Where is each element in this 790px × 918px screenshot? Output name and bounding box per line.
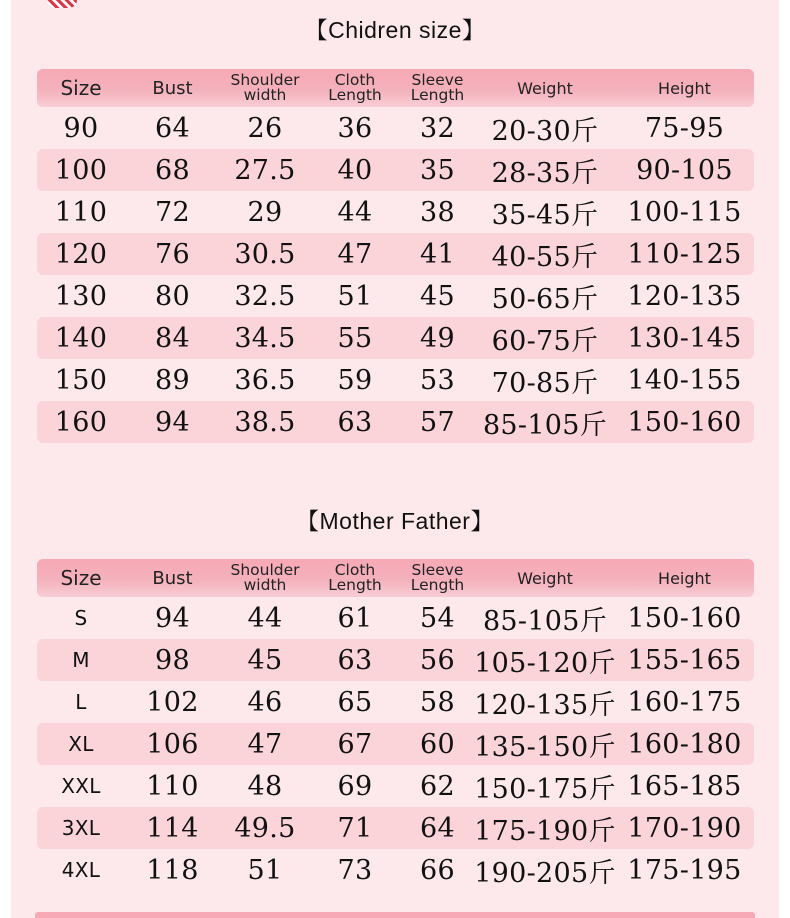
cell-shoulder-width: 30.5 [234, 238, 296, 270]
cell-bust: 68 [155, 154, 190, 186]
header-shoulder-width: Shoulder width [230, 561, 300, 594]
table-row [37, 191, 754, 233]
cell-weight: 190-205斤 [474, 857, 616, 889]
cell-sleeve-length: 64 [420, 812, 455, 844]
cell-weight: 50-65斤 [491, 283, 599, 315]
cell-bust: 94 [155, 406, 190, 438]
cell-bust: 94 [155, 602, 190, 634]
cell-size: XL [68, 732, 94, 756]
header-cloth-length: Cloth Length [328, 561, 382, 594]
cell-shoulder-width: 34.5 [234, 322, 296, 354]
cell-size: L [75, 690, 87, 714]
cell-size: 110 [54, 196, 108, 228]
cell-bust: 84 [155, 322, 190, 354]
cell-shoulder-width: 48 [247, 770, 283, 802]
table-header [37, 559, 754, 597]
cell-shoulder-width: 49.5 [234, 812, 296, 844]
table-row [37, 723, 754, 765]
cell-cloth-length: 71 [337, 812, 373, 844]
cell-bust: 76 [155, 238, 190, 270]
cell-size: 130 [54, 280, 108, 312]
cell-cloth-length: 65 [337, 686, 373, 718]
cell-bust: 118 [146, 854, 199, 886]
cell-sleeve-length: 60 [420, 728, 455, 760]
cell-height: 140-155 [627, 364, 742, 396]
header-sleeve-length: Sleeve Length [410, 561, 465, 594]
cell-cloth-length: 69 [337, 770, 373, 802]
cell-sleeve-length: 58 [420, 686, 455, 718]
cell-height: 110-125 [627, 238, 742, 270]
cell-cloth-length: 63 [337, 644, 373, 676]
cell-sleeve-length: 49 [420, 322, 455, 354]
header-sleeve-length: Sleeve Length [410, 71, 465, 104]
cell-sleeve-length: 32 [420, 112, 455, 144]
cell-weight: 35-45斤 [491, 199, 599, 231]
cell-size: 100 [54, 154, 108, 186]
cell-size: 90 [63, 112, 99, 144]
cell-height: 100-115 [627, 196, 742, 228]
header-height: Height [658, 568, 711, 588]
children-size-table [37, 69, 754, 443]
header-size: Size [60, 565, 102, 590]
cell-sleeve-length: 54 [420, 602, 455, 634]
cell-weight: 85-105斤 [482, 409, 608, 441]
cell-weight: 60-75斤 [491, 325, 599, 357]
cell-sleeve-length: 57 [420, 406, 455, 438]
table-row [37, 233, 754, 275]
header-weight: Weight [517, 78, 573, 98]
cell-size: 3XL [61, 816, 101, 840]
table-row [37, 807, 754, 849]
header-shoulder-width: Shoulder width [230, 71, 300, 104]
table-header [37, 69, 754, 107]
cell-cloth-length: 61 [337, 602, 373, 634]
cell-shoulder-width: 51 [247, 854, 283, 886]
cell-cloth-length: 63 [337, 406, 373, 438]
cell-shoulder-width: 29 [247, 196, 283, 228]
cell-weight: 135-150斤 [474, 731, 616, 763]
table-row [37, 849, 754, 891]
adult-size-title: 【Mother Father】 [296, 508, 494, 534]
cell-height: 165-185 [627, 770, 742, 802]
table-row [37, 107, 754, 149]
table-row [37, 597, 754, 639]
header-weight: Weight [517, 568, 573, 588]
cell-size: M [72, 648, 90, 672]
bottom-divider [35, 912, 755, 918]
cell-sleeve-length: 38 [420, 196, 455, 228]
cell-shoulder-width: 32.5 [234, 280, 296, 312]
adult-size-table [37, 559, 754, 891]
cell-cloth-length: 36 [337, 112, 373, 144]
cell-weight: 85-105斤 [482, 605, 608, 637]
table-row [37, 359, 754, 401]
cell-bust: 102 [146, 686, 199, 718]
cell-cloth-length: 73 [337, 854, 373, 886]
table-row [37, 149, 754, 191]
cell-sleeve-length: 62 [420, 770, 455, 802]
cell-weight: 175-190斤 [474, 815, 616, 847]
cell-shoulder-width: 27.5 [234, 154, 296, 186]
table-row [37, 317, 754, 359]
cell-weight: 105-120斤 [474, 647, 616, 679]
cell-cloth-length: 59 [337, 364, 373, 396]
cell-weight: 28-35斤 [491, 157, 599, 189]
table-row [37, 681, 754, 723]
header-size: Size [60, 75, 102, 100]
cell-height: 155-165 [627, 644, 742, 676]
cell-sleeve-length: 35 [420, 154, 455, 186]
cell-bust: 106 [146, 728, 199, 760]
table-row [37, 401, 754, 443]
cell-cloth-length: 47 [337, 238, 373, 270]
cell-height: 90-105 [636, 154, 733, 186]
cell-bust: 80 [155, 280, 190, 312]
cell-bust: 64 [155, 112, 190, 144]
cell-size: 160 [54, 406, 108, 438]
cell-shoulder-width: 45 [247, 644, 283, 676]
cell-height: 130-145 [627, 322, 742, 354]
cell-cloth-length: 51 [337, 280, 373, 312]
cell-weight: 40-55斤 [491, 241, 599, 273]
cell-shoulder-width: 36.5 [234, 364, 296, 396]
cell-weight: 20-30斤 [491, 115, 599, 147]
cell-height: 150-160 [627, 406, 742, 438]
cell-size: 140 [54, 322, 108, 354]
cell-sleeve-length: 41 [420, 238, 455, 270]
cell-sleeve-length: 53 [420, 364, 455, 396]
size-chart-page [11, 0, 779, 918]
table-row [37, 275, 754, 317]
cell-size: S [74, 606, 88, 630]
cell-height: 170-190 [627, 812, 742, 844]
cell-shoulder-width: 46 [247, 686, 283, 718]
header-height: Height [658, 78, 711, 98]
red-gingham-logo-icon [47, 0, 77, 8]
cell-height: 160-180 [627, 728, 742, 760]
cell-size: 120 [54, 238, 108, 270]
cell-height: 160-175 [627, 686, 742, 718]
cell-cloth-length: 44 [337, 196, 373, 228]
header-bust: Bust [152, 77, 193, 99]
cell-bust: 114 [146, 812, 199, 844]
cell-shoulder-width: 47 [247, 728, 283, 760]
cell-bust: 110 [146, 770, 199, 802]
cell-cloth-length: 40 [337, 154, 373, 186]
cell-sleeve-length: 56 [420, 644, 455, 676]
cell-height: 75-95 [644, 112, 725, 144]
cell-cloth-length: 55 [337, 322, 373, 354]
cell-weight: 120-135斤 [474, 689, 616, 721]
cell-bust: 72 [155, 196, 190, 228]
cell-weight: 70-85斤 [491, 367, 599, 399]
cell-shoulder-width: 44 [247, 602, 283, 634]
cell-shoulder-width: 38.5 [234, 406, 296, 438]
cell-height: 175-195 [627, 854, 742, 886]
cell-size: 150 [54, 364, 108, 396]
cell-size: 4XL [61, 858, 101, 882]
cell-shoulder-width: 26 [247, 112, 283, 144]
table-row [37, 765, 754, 807]
cell-sleeve-length: 45 [420, 280, 455, 312]
header-cloth-length: Cloth Length [328, 71, 382, 104]
cell-size: XXL [61, 774, 101, 798]
cell-height: 150-160 [627, 602, 742, 634]
table-row [37, 639, 754, 681]
children-size-title: 【Chidren size】 [304, 17, 486, 43]
cell-bust: 89 [155, 364, 190, 396]
header-bust: Bust [152, 567, 193, 589]
cell-sleeve-length: 66 [420, 854, 455, 886]
cell-weight: 150-175斤 [474, 773, 616, 805]
cell-bust: 98 [155, 644, 190, 676]
cell-height: 120-135 [627, 280, 742, 312]
cell-cloth-length: 67 [337, 728, 373, 760]
